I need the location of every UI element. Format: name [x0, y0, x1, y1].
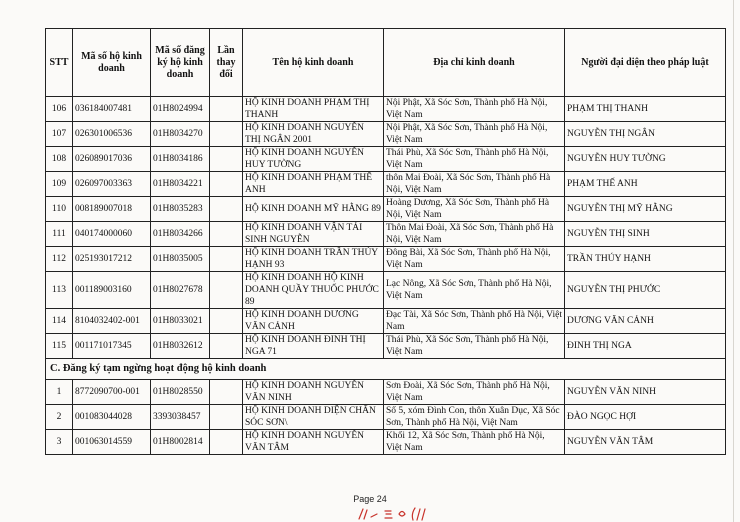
cell-ma-so: 025193017212: [73, 247, 151, 272]
cell-dia-chi: Thái Phù, Xã Sóc Sơn, Thành phố Hà Nội, Việt Nam: [384, 147, 565, 172]
cell-dia-chi: Nội Phật, Xã Sóc Sơn, Thành phố Hà Nội, Việt Nam: [384, 97, 565, 122]
cell-ma-so: 026097003363: [73, 172, 151, 197]
cell-nguoi-dai-dien: ĐINH THỊ NGA: [565, 334, 726, 359]
table-row: [46, 97, 726, 122]
cell-lan-thay-doi: [210, 222, 243, 247]
cell-nguoi-dai-dien: ĐÀO NGỌC HỢI: [565, 405, 726, 430]
cell-lan-thay-doi: [210, 309, 243, 334]
cell-nguoi-dai-dien: PHẠM THỊ THANH: [565, 97, 726, 122]
header-ten: Tên hộ kinh doanh: [243, 29, 384, 97]
cell-lan-thay-doi: [210, 430, 243, 455]
cell-ma-dang-ky: 01H8027678: [151, 272, 210, 309]
cell-ma-so: 026089017036: [73, 147, 151, 172]
cell-stt: 109: [46, 172, 73, 197]
cell-dia-chi: Sơn Đoài, Xã Sóc Sơn, Thành phố Hà Nội, Việt Nam: [384, 380, 565, 405]
cell-ten: HỘ KINH DOANH NGUYỄN HUY TƯỜNG: [243, 147, 384, 172]
cell-dia-chi: Đông Bài, Xã Sóc Sơn, Thành phố Hà Nội, Việt Nam: [384, 247, 565, 272]
cell-nguoi-dai-dien: PHẠM THẾ ANH: [565, 172, 726, 197]
handwritten-mark-icon: [355, 505, 435, 522]
cell-nguoi-dai-dien: NGUYỄN HUY TƯỜNG: [565, 147, 726, 172]
cell-stt: 3: [46, 430, 73, 455]
cell-ma-so: 8772090700-001: [73, 380, 151, 405]
cell-ma-dang-ky: 01H8028550: [151, 380, 210, 405]
cell-ma-so: 008189007018: [73, 197, 151, 222]
cell-dia-chi: Thái Phù, Xã Sóc Sơn, Thành phố Hà Nội, Việt Nam: [384, 334, 565, 359]
cell-stt: 2: [46, 405, 73, 430]
section-row: [46, 359, 726, 380]
cell-ten: HỘ KINH DOANH DIỆN CHẨN SÓC SƠN\: [243, 405, 384, 430]
cell-stt: 110: [46, 197, 73, 222]
cell-stt: 112: [46, 247, 73, 272]
cell-nguoi-dai-dien: NGUYỄN THỊ NGÂN: [565, 122, 726, 147]
cell-ma-dang-ky: 3393038457: [151, 405, 210, 430]
cell-nguoi-dai-dien: NGUYỄN VĂN NINH: [565, 380, 726, 405]
page-number: Page 24: [353, 494, 387, 504]
cell-stt: 108: [46, 147, 73, 172]
cell-ma-dang-ky: 01H8033021: [151, 309, 210, 334]
cell-ten: HỘ KINH DOANH PHẠM THẾ ANH: [243, 172, 384, 197]
cell-stt: 115: [46, 334, 73, 359]
cell-lan-thay-doi: [210, 172, 243, 197]
section-c-title: C. Đăng ký tạm ngừng hoạt động hộ kinh doanh: [46, 359, 726, 380]
cell-nguoi-dai-dien: DƯƠNG VĂN CẢNH: [565, 309, 726, 334]
cell-lan-thay-doi: [210, 122, 243, 147]
table-row: [46, 147, 726, 172]
header-nguoi-dai-dien: Người đại diện theo pháp luật: [565, 29, 726, 97]
cell-stt: 113: [46, 272, 73, 309]
cell-ma-dang-ky: 01H8035005: [151, 247, 210, 272]
cell-dia-chi: Đạc Tài, Xã Sóc Sơn, Thành phố Hà Nội, Việt Nam: [384, 309, 565, 334]
cell-lan-thay-doi: [210, 247, 243, 272]
cell-ten: HỘ KINH DOANH MỸ HẰNG 89: [243, 197, 384, 222]
cell-nguoi-dai-dien: TRẦN THÚY HẠNH: [565, 247, 726, 272]
table-row: [46, 309, 726, 334]
cell-dia-chi: Thôn Mai Đoài, Xã Sóc Sơn, Thành phố Hà Nội, Việt Nam: [384, 222, 565, 247]
page-edge: [733, 0, 734, 522]
cell-ten: HỘ KINH DOANH DƯƠNG VĂN CẢNH: [243, 309, 384, 334]
cell-ten: HỘ KINH DOANH PHẠM THỊ THANH: [243, 97, 384, 122]
table-row: [46, 222, 726, 247]
cell-ma-so: 001171017345: [73, 334, 151, 359]
table-row: [46, 172, 726, 197]
cell-nguoi-dai-dien: NGUYỄN VĂN TÂM: [565, 430, 726, 455]
cell-ma-dang-ky: 01H8034270: [151, 122, 210, 147]
cell-nguoi-dai-dien: NGUYỄN THỊ PHƯỚC: [565, 272, 726, 309]
cell-ma-so: 001083044028: [73, 405, 151, 430]
cell-ma-so: 036184007481: [73, 97, 151, 122]
cell-nguoi-dai-dien: NGUYỄN THỊ SINH: [565, 222, 726, 247]
cell-lan-thay-doi: [210, 380, 243, 405]
table-row: [46, 405, 726, 430]
table-row: [46, 247, 726, 272]
cell-ma-so: 040174000060: [73, 222, 151, 247]
table-row: [46, 380, 726, 405]
cell-ma-dang-ky: 01H8035283: [151, 197, 210, 222]
cell-lan-thay-doi: [210, 405, 243, 430]
cell-lan-thay-doi: [210, 147, 243, 172]
header-lan-thay-doi: Lần thay đổi: [210, 29, 243, 97]
table-row: [46, 430, 726, 455]
cell-ma-so: 026301006536: [73, 122, 151, 147]
cell-ma-dang-ky: 01H8034221: [151, 172, 210, 197]
header-dia-chi: Địa chỉ kinh doanh: [384, 29, 565, 97]
cell-ten: HỘ KINH DOANH HỘ KINH DOANH QUẦY THUỐC PHƯỚC 89: [243, 272, 384, 309]
table-row: [46, 272, 726, 309]
header-ma-so-dang-ky: Mã số đăng ký hộ kinh doanh: [151, 29, 210, 97]
cell-dia-chi: thôn Mai Đoài, Xã Sóc Sơn, Thành phố Hà Nội, Việt Nam: [384, 172, 565, 197]
cell-dia-chi: Nội Phật, Xã Sóc Sơn, Thành phố Hà Nội, Việt Nam: [384, 122, 565, 147]
header-row: [46, 29, 726, 97]
cell-stt: 106: [46, 97, 73, 122]
cell-ma-so: 8104032402-001: [73, 309, 151, 334]
table-row: [46, 334, 726, 359]
cell-lan-thay-doi: [210, 334, 243, 359]
cell-stt: 114: [46, 309, 73, 334]
business-table: [45, 28, 726, 455]
cell-ma-dang-ky: 01H8032612: [151, 334, 210, 359]
header-stt: STT: [46, 29, 73, 97]
cell-dia-chi: Hoàng Dương, Xã Sóc Sơn, Thành phố Hà Nội, Việt Nam: [384, 197, 565, 222]
cell-dia-chi: Số 5, xóm Đình Con, thôn Xuân Dục, Xã Sóc Sơn, Thành phố Hà Nội, Việt Nam: [384, 405, 565, 430]
cell-ten: HỘ KINH DOANH NGUYỄN VĂN NINH: [243, 380, 384, 405]
cell-lan-thay-doi: [210, 272, 243, 309]
cell-ten: HỘ KINH DOANH VẬN TẢI SINH NGUYỄN: [243, 222, 384, 247]
cell-ten: HỘ KINH DOANH ĐINH THỊ NGA 71: [243, 334, 384, 359]
cell-lan-thay-doi: [210, 197, 243, 222]
cell-ma-so: 001189003160: [73, 272, 151, 309]
cell-ma-dang-ky: 01H8034266: [151, 222, 210, 247]
cell-dia-chi: Khối 12, Xã Sóc Sơn, Thành phố Hà Nội, Việt Nam: [384, 430, 565, 455]
cell-ten: HỘ KINH DOANH NGUYỄN THỊ NGÂN 2001: [243, 122, 384, 147]
cell-dia-chi: Lạc Nông, Xã Sóc Sơn, Thành phố Hà Nội, Việt Nam: [384, 272, 565, 309]
cell-ma-dang-ky: 01H8002814: [151, 430, 210, 455]
cell-stt: 1: [46, 380, 73, 405]
table-row: [46, 122, 726, 147]
cell-ten: HỘ KINH DOANH NGUYỄN VĂN TÂM: [243, 430, 384, 455]
cell-ten: HỘ KINH DOANH TRẦN THÚY HẠNH 93: [243, 247, 384, 272]
cell-stt: 111: [46, 222, 73, 247]
cell-lan-thay-doi: [210, 97, 243, 122]
cell-ma-dang-ky: 01H8034186: [151, 147, 210, 172]
header-ma-so: Mã số hộ kinh doanh: [73, 29, 151, 97]
cell-ma-so: 001063014559: [73, 430, 151, 455]
table-row: [46, 197, 726, 222]
cell-ma-dang-ky: 01H8024994: [151, 97, 210, 122]
cell-stt: 107: [46, 122, 73, 147]
cell-nguoi-dai-dien: NGUYỄN THỊ MỸ HẰNG: [565, 197, 726, 222]
